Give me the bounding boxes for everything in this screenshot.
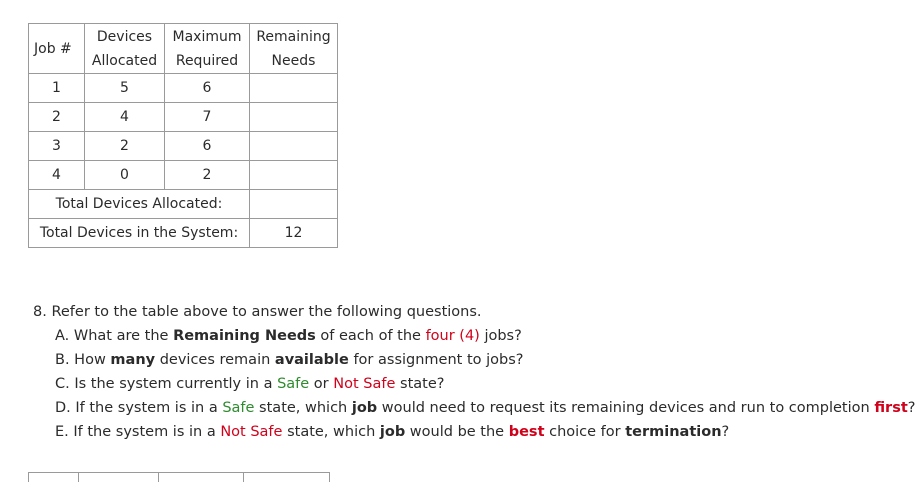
text: would need to request its remaining devices and run to completion	[377, 400, 875, 416]
text: would be the	[405, 424, 509, 440]
text: E. If the system is in a	[55, 424, 221, 440]
table-row	[29, 74, 338, 103]
remaining-cell	[250, 74, 338, 103]
highlight-red: four (4)	[425, 328, 480, 344]
remaining-cell	[250, 161, 338, 190]
maximum-cell: 7	[165, 103, 250, 132]
text: B. How	[55, 352, 111, 368]
total-allocated-value	[250, 190, 338, 219]
job-cell: 1	[29, 74, 85, 103]
header-devices-allocated	[85, 24, 165, 74]
text: ?	[721, 424, 730, 440]
header-allocated-line2: Allocated	[91, 52, 158, 69]
text: or	[309, 376, 334, 392]
maximum-cell: 6	[165, 74, 250, 103]
header-remaining-line2: Needs	[271, 52, 316, 69]
allocated-cell: 0	[85, 161, 165, 190]
total-system-row	[29, 219, 338, 248]
emphasis: Remaining Needs	[173, 328, 316, 344]
header-allocated-line1: Devices	[96, 28, 153, 45]
text: ?	[907, 400, 915, 416]
total-system-label: Total Devices in the System:	[29, 219, 250, 248]
highlight-green: Safe	[277, 376, 310, 392]
maximum-cell: 6	[165, 132, 250, 161]
text: of each of the	[315, 328, 426, 344]
question-intro: 8. Refer to the table above to answer the following questions.	[33, 304, 482, 320]
text: state, which	[282, 424, 380, 440]
allocated-cell: 4	[85, 103, 165, 132]
allocated-cell: 2	[85, 132, 165, 161]
text: state, which	[254, 400, 352, 416]
text: devices remain	[155, 352, 275, 368]
header-remaining-line1: Remaining	[256, 28, 331, 45]
job-cell: 4	[29, 161, 85, 190]
table-border	[243, 473, 244, 482]
highlight-red: first	[874, 400, 908, 416]
question-part-d	[33, 396, 915, 420]
header-maximum-line2: Required	[175, 52, 239, 69]
header-maximum-line1: Maximum	[172, 28, 242, 45]
text: D. If the system is in a	[55, 400, 223, 416]
table-header-row	[29, 24, 338, 74]
header-remaining-needs	[250, 24, 338, 74]
emphasis: job	[379, 424, 406, 440]
table-border	[158, 473, 159, 482]
emphasis: many	[110, 352, 156, 368]
text: choice for	[544, 424, 626, 440]
table-border	[329, 473, 330, 482]
total-allocated-row	[29, 190, 338, 219]
emphasis: termination	[625, 424, 722, 440]
question-part-c	[33, 372, 915, 396]
header-job: Job #	[29, 24, 85, 74]
table-row	[29, 132, 338, 161]
header-maximum-required	[165, 24, 250, 74]
next-table-top-edge	[28, 472, 330, 482]
total-system-value: 12	[250, 219, 338, 248]
text: jobs?	[479, 328, 522, 344]
total-allocated-label: Total Devices Allocated:	[29, 190, 250, 219]
remaining-cell	[250, 132, 338, 161]
job-cell: 2	[29, 103, 85, 132]
allocated-cell: 5	[85, 74, 165, 103]
table-row	[29, 103, 338, 132]
emphasis: available	[274, 352, 349, 368]
job-cell: 3	[29, 132, 85, 161]
table-border	[28, 473, 29, 482]
text: state?	[395, 376, 445, 392]
text: A. What are the	[55, 328, 174, 344]
highlight-green: Safe	[222, 400, 255, 416]
text: for assignment to jobs?	[348, 352, 524, 368]
question-part-b	[33, 348, 915, 372]
maximum-cell: 2	[165, 161, 250, 190]
highlight-red: best	[508, 424, 545, 440]
question-part-e	[33, 420, 915, 444]
question-8	[33, 300, 915, 444]
text: C. Is the system currently in a	[55, 376, 278, 392]
remaining-cell	[250, 103, 338, 132]
question-part-a	[33, 324, 915, 348]
highlight-red: Not Safe	[220, 424, 283, 440]
table-row	[29, 161, 338, 190]
emphasis: job	[351, 400, 378, 416]
highlight-red: Not Safe	[333, 376, 396, 392]
device-allocation-table	[28, 23, 338, 248]
table-border	[78, 473, 79, 482]
